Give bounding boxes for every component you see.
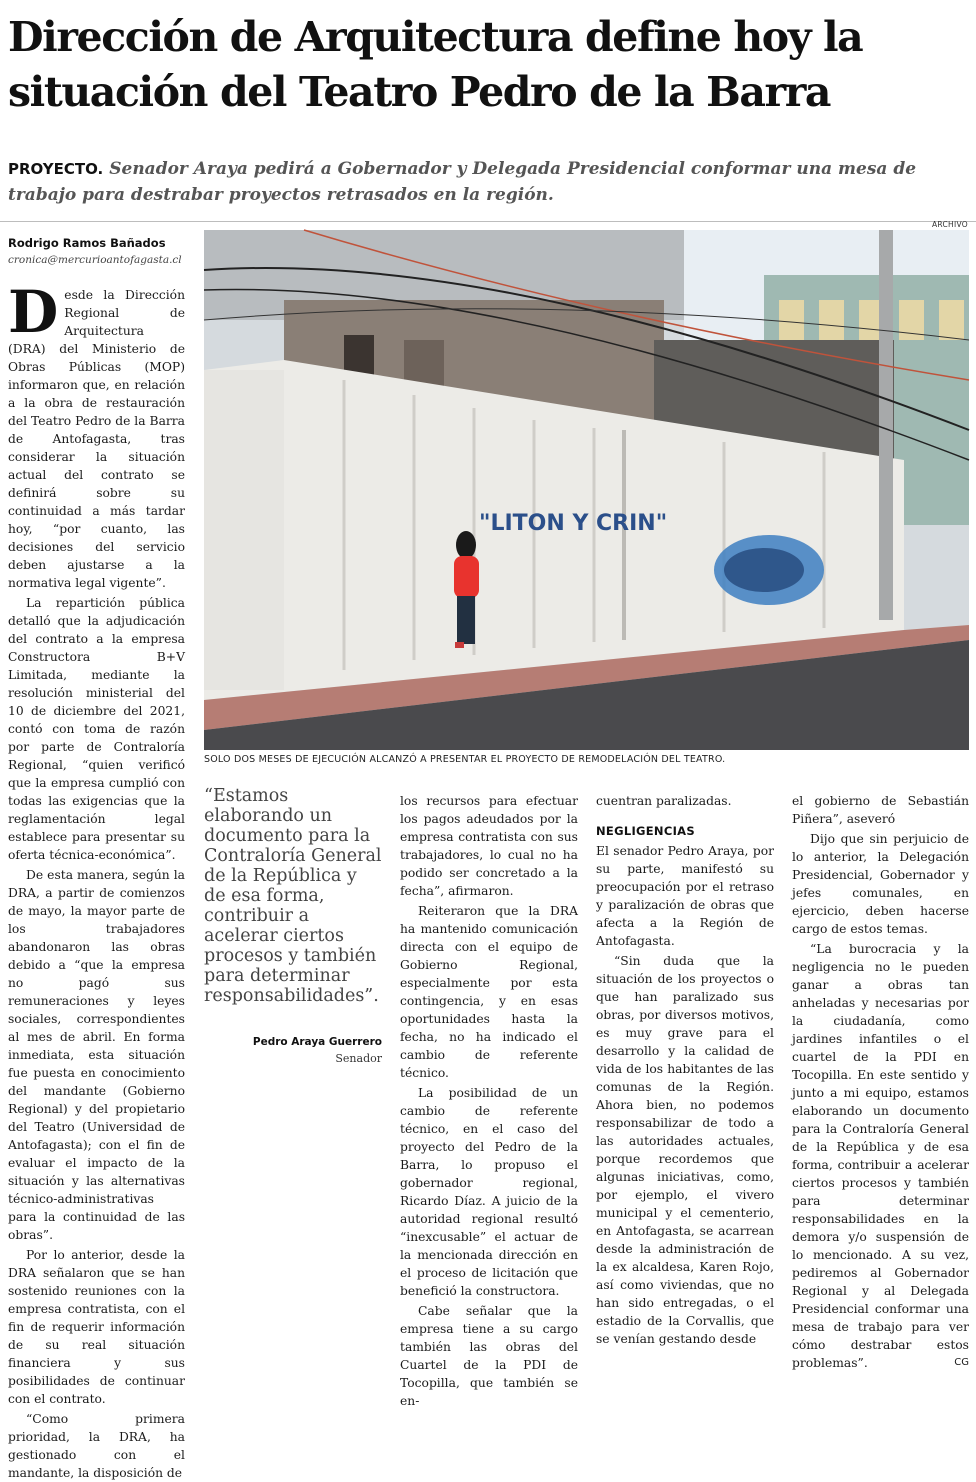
pull-quote-author: Pedro Araya Guerrero bbox=[252, 1036, 382, 1048]
article-column-4 bbox=[596, 792, 774, 1346]
article-photo bbox=[204, 230, 969, 750]
theatre-wall-photo bbox=[204, 230, 969, 750]
byline bbox=[8, 236, 198, 266]
deck bbox=[8, 156, 958, 208]
byline-email: cronica@mercurioantofagasta.cl bbox=[8, 254, 182, 266]
body-paragraph: “Como primera prioridad, la DRA, ha gestionado con el mandante, la disposición de bbox=[8, 1412, 185, 1480]
pull-quote-role: Senador bbox=[335, 1052, 382, 1065]
byline-author: Rodrigo Ramos Bañados bbox=[8, 236, 166, 250]
end-mark: CG bbox=[954, 1357, 969, 1368]
body-paragraph: La posibilidad de un cambio de referente técnico, en el caso del proyecto del Pedro de la Barra, lo propuso el gobernador regional, Ricardo Díaz. A juicio de la autoridad regional resultó “inexcusable” el actuar de la mencionada dirección en el proceso de licitación que benefició la constructora. bbox=[400, 1086, 578, 1298]
lead-paragraph: Desde la Dirección Regional de Arquitectura (DRA) del Ministerio de Obras Públicas (MOP) informaron que, en relación a la obra de restauración del Teatro Pedro de la Barra de Antofagasta, tras considerar la situación actual del contrato se definirá sobre su continuidad a más tardar hoy, “por cuanto, las decisiones del servicio deben ajustarse a la normativa legal vigente”. bbox=[8, 278, 185, 590]
headline bbox=[8, 10, 968, 120]
pull-quote-text: “Estamos elaborando un documento para la Contraloría General de la República y de esa forma, contribuir a acelerar ciertos procesos y también para determinar responsabilidades”. bbox=[204, 786, 382, 1006]
body-paragraph: Cabe señalar que la empresa tiene a su cargo también las obras del Cuartel de la PDI de Tocopilla, que también se en- bbox=[400, 1304, 578, 1408]
photo-credit: ARCHIVO bbox=[931, 220, 968, 229]
headline-line-2: situación del Teatro Pedro de la Barra bbox=[8, 68, 831, 116]
body-paragraph: el gobierno de Sebastián Piñera”, aseveró bbox=[792, 794, 969, 826]
body-paragraph: Reiteraron que la DRA ha mantenido comunicación directa con el equipo de Gobierno Regional, especialmente por esta contingencia, y en esas oportunidades hasta la fecha, no ha indicado el cambio de referente técnico. bbox=[400, 904, 578, 1080]
section-divider bbox=[0, 221, 976, 222]
body-paragraph: “La burocracia y la negligencia no le pueden ganar a obras tan anheladas y necesarias por la ciudadanía, como jardines infantiles o el cuartel de la PDI en Tocopilla. En este sentido y junto a mi equipo, estamos elaborando un documento para la Contraloría General de la República y de esa forma, contribuir a acelerar ciertos procesos y también para determinar responsabilidades en la demora y/o suspensión de lo mencionado. A su vez, pediremos al Gobernador Regional y al Delegada Presidencial conformar una mesa de trabajo para ver cómo destrabar estos problemas”. CG bbox=[792, 942, 969, 1370]
article-column-3 bbox=[400, 792, 578, 1408]
article-column-1 bbox=[8, 278, 185, 1480]
body-paragraph: “Sin duda que la situación de los proyectos o que han paralizado sus obras, por diversos motivos, es muy grave para el desarrollo y la calidad de vida de los habitantes de las comunas de la Región. Ahora bien, no podemos responsabilizar de todo a las autoridades actuales, porque recordemos que algunas iniciativas, como, por ejemplo, el vivero municipal y el cementerio, en Antofagasta, se acarrean desde la administración de la ex alcaldesa, Karen Rojo, así como viviendas, que no han sido entregadas, o el estadio de la Corvallis, que se venían gestando desde bbox=[596, 954, 774, 1346]
body-paragraph: Por lo anterior, desde la DRA señalaron que se han sostenido reuniones con la empresa contratista, con el fin de requerir información de su real situación financiera y sus posibilidades de continuar con el contrato. bbox=[8, 1248, 185, 1406]
photo-caption: SOLO DOS MESES DE EJECUCIÓN ALCANZÓ A PRESENTAR EL PROYECTO DE REMODELACIÓN DEL TEATRO. bbox=[204, 754, 726, 765]
body-paragraph: El senador Pedro Araya, por su parte, manifestó su preocupación por el retraso y paralización de obras que afecta a la Región de Antofagasta. bbox=[596, 844, 774, 948]
article-column-5 bbox=[792, 792, 969, 1370]
body-paragraph: los recursos para efectuar los pagos adeudados por la empresa contratista con sus trabajadores, lo cual no ha podido ser concretado a la fecha”, afirmaron. bbox=[400, 794, 578, 898]
pull-quote bbox=[204, 786, 382, 1065]
deck-text: Senador Araya pedirá a Gobernador y Delegada Presidencial conformar una mesa de trabajo para destrabar proyectos retrasados en la región. bbox=[8, 159, 917, 205]
body-paragraph: Dijo que sin perjuicio de lo anterior, la Delegación Presidencial, Gobernador y jefes comunales, en ejercicio, deben hacerse cargo de estos temas. bbox=[792, 832, 969, 936]
headline-line-1: Dirección de Arquitectura define hoy la bbox=[8, 13, 863, 61]
body-paragraph: De esta manera, según la DRA, a partir de comienzos de mayo, la mayor parte de los trabajadores abandonaron las obras debido a “que la empresa no pagó sus remuneraciones y leyes sociales, correspondientes al mes de abril. En forma inmediata, esta situación fue puesta en conocimiento del mandante (Gobierno Regional) y del propietario del Teatro (Universidad de Antofagasta); con el fin de evaluar el impacto de la situación y las alternativas técnico-administrativas para la continuidad de las obras”. bbox=[8, 868, 185, 1242]
wall-graffiti-text: "LITON Y CRIN" bbox=[479, 511, 668, 536]
drop-cap: D bbox=[8, 278, 59, 346]
deck-kicker: PROYECTO. bbox=[8, 160, 104, 178]
body-paragraph: cuentran paralizadas. bbox=[596, 794, 732, 808]
body-paragraph: La repartición pública detalló que la adjudicación del contrato a la empresa Constructora B+V Limitada, mediante la resolución ministerial del 10 de diciembre del 2021, contó con toma de razón por parte de Contraloría Regional, “quien verificó que la empresa cumplió con todas las exigencias que la reglamentación legal establece para presentar su oferta técnica-económica”. bbox=[8, 596, 185, 862]
section-heading: NEGLIGENCIAS bbox=[596, 824, 695, 838]
